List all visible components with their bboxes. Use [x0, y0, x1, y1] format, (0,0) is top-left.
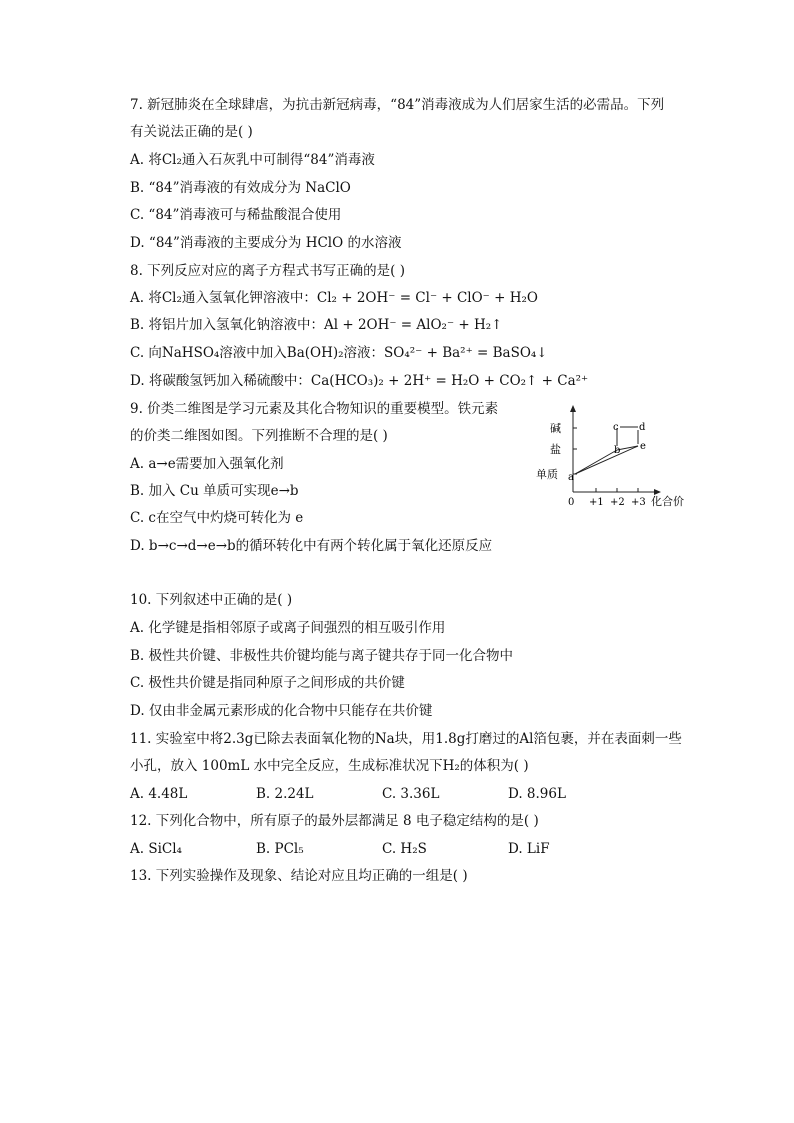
y-axis-arrow	[570, 405, 576, 412]
q8-stem: 8. 下列反应对应的离子方程式书写正确的是( )	[130, 263, 405, 279]
y-label-salt: 盐	[550, 443, 561, 456]
q9-option-c: C. c在空气中灼烧可转化为 e	[130, 510, 304, 526]
x-axis-title: 化合价	[651, 495, 684, 508]
q9-option-d: D. b→c→d→e→b的循环转化中有两个转化属于氧化还原反应	[130, 538, 493, 554]
y-label-element: 单质	[536, 468, 558, 481]
q8-option-b: B. 将铝片加入氢氧化钠溶液中：Al + 2OH⁻ = AlO₂⁻ + H₂↑	[130, 317, 503, 333]
q11-stem-line2: 小孔，放入 100mL 水中完全反应，生成标准状况下H₂的体积为( )	[130, 758, 529, 774]
q9-stem-line1: 9. 价类二维图是学习元素及其化合物知识的重要模型。铁元素	[130, 401, 499, 417]
point-a: a	[568, 472, 574, 483]
y-label-base: 碱	[550, 422, 561, 435]
q11-option-b: B. 2.24L	[256, 786, 314, 802]
q10-option-c: C. 极性共价键是指同种原子之间形成的共价键	[130, 675, 405, 691]
q8-option-a: A. 将Cl₂通入氢氧化钾溶液中：Cl₂ + 2OH⁻ = Cl⁻ + ClO⁻ + H₂O	[130, 290, 538, 306]
q11-option-d: D. 8.96L	[508, 786, 566, 802]
q9-stem-line2: 的价类二维图如图。下列推断不合理的是( )	[130, 428, 388, 444]
q7-stem-line1: 7. 新冠肺炎在全球肆虐，为抗击新冠病毒，“84”消毒液成为人们居家生活的必需品。下列	[130, 97, 665, 113]
q12-stem: 12. 下列化合物中，所有原子的最外层都满足 8 电子稳定结构的是( )	[130, 813, 539, 829]
q10-option-a: A. 化学键是指相邻原子或离子间强烈的相互吸引作用	[130, 620, 446, 636]
point-e: e	[640, 441, 646, 452]
q12-option-a: A. SiCl₄	[130, 841, 182, 857]
q8-option-d: D. 将碳酸氢钙加入稀硫酸中：Ca(HCO₃)₂ + 2H⁺ = H₂O + CO₂↑ + Ca²⁺	[130, 373, 589, 389]
q8-option-c: C. 向NaHSO₄溶液中加入Ba(OH)₂溶液：SO₄²⁻ + Ba²⁺ = BaSO₄↓	[130, 345, 548, 361]
q10-option-b: B. 极性共价键、非极性共价键均能与离子键共存于同一化合物中	[130, 648, 514, 664]
q13-stem: 13. 下列实验操作及现象、结论对应且均正确的一组是( )	[130, 868, 468, 884]
x-label-3: +3	[631, 497, 646, 508]
q7-stem-line2: 有关说法正确的是( )	[130, 124, 253, 140]
q11-stem-line1: 11. 实验室中将2.3g已除去表面氧化物的Na块，用1.8g打磨过的Al箔包裹，并在表面刺一些	[130, 731, 682, 747]
q7-option-b: B. “84”消毒液的有效成分为 NaClO	[130, 180, 351, 196]
x-label-2: +2	[610, 497, 625, 508]
x-label-1: +1	[589, 497, 604, 508]
q12-option-b: B. PCl₅	[256, 841, 304, 857]
q11-option-c: C. 3.36L	[382, 786, 440, 802]
q12-option-c: C. H₂S	[382, 841, 427, 857]
q9-option-b: B. 加入 Cu 单质可实现e→b	[130, 483, 299, 499]
point-b: b	[614, 445, 621, 456]
q10-option-d: D. 仅由非金属元素形成的化合物中只能存在共价键	[130, 703, 433, 719]
x-label-0: 0	[568, 497, 575, 508]
q9-option-a: A. a→e需要加入强氧化剂	[130, 456, 284, 472]
point-d: d	[639, 422, 646, 433]
q11-option-a: A. 4.48L	[130, 786, 188, 802]
point-c: c	[613, 422, 619, 433]
q7-option-c: C. “84”消毒液可与稀盐酸混合使用	[130, 207, 342, 223]
q7-option-a: A. 将Cl₂通入石灰乳中可制得“84”消毒液	[130, 152, 375, 168]
q12-options-row	[130, 840, 690, 858]
q12-option-d: D. LiF	[508, 841, 550, 857]
q9-valence-class-diagram	[528, 402, 694, 508]
q10-stem: 10. 下列叙述中正确的是( )	[130, 592, 293, 608]
q7-option-d: D. “84”消毒液的主要成分为 HClO 的水溶液	[130, 235, 402, 251]
q11-options-row	[130, 785, 690, 803]
